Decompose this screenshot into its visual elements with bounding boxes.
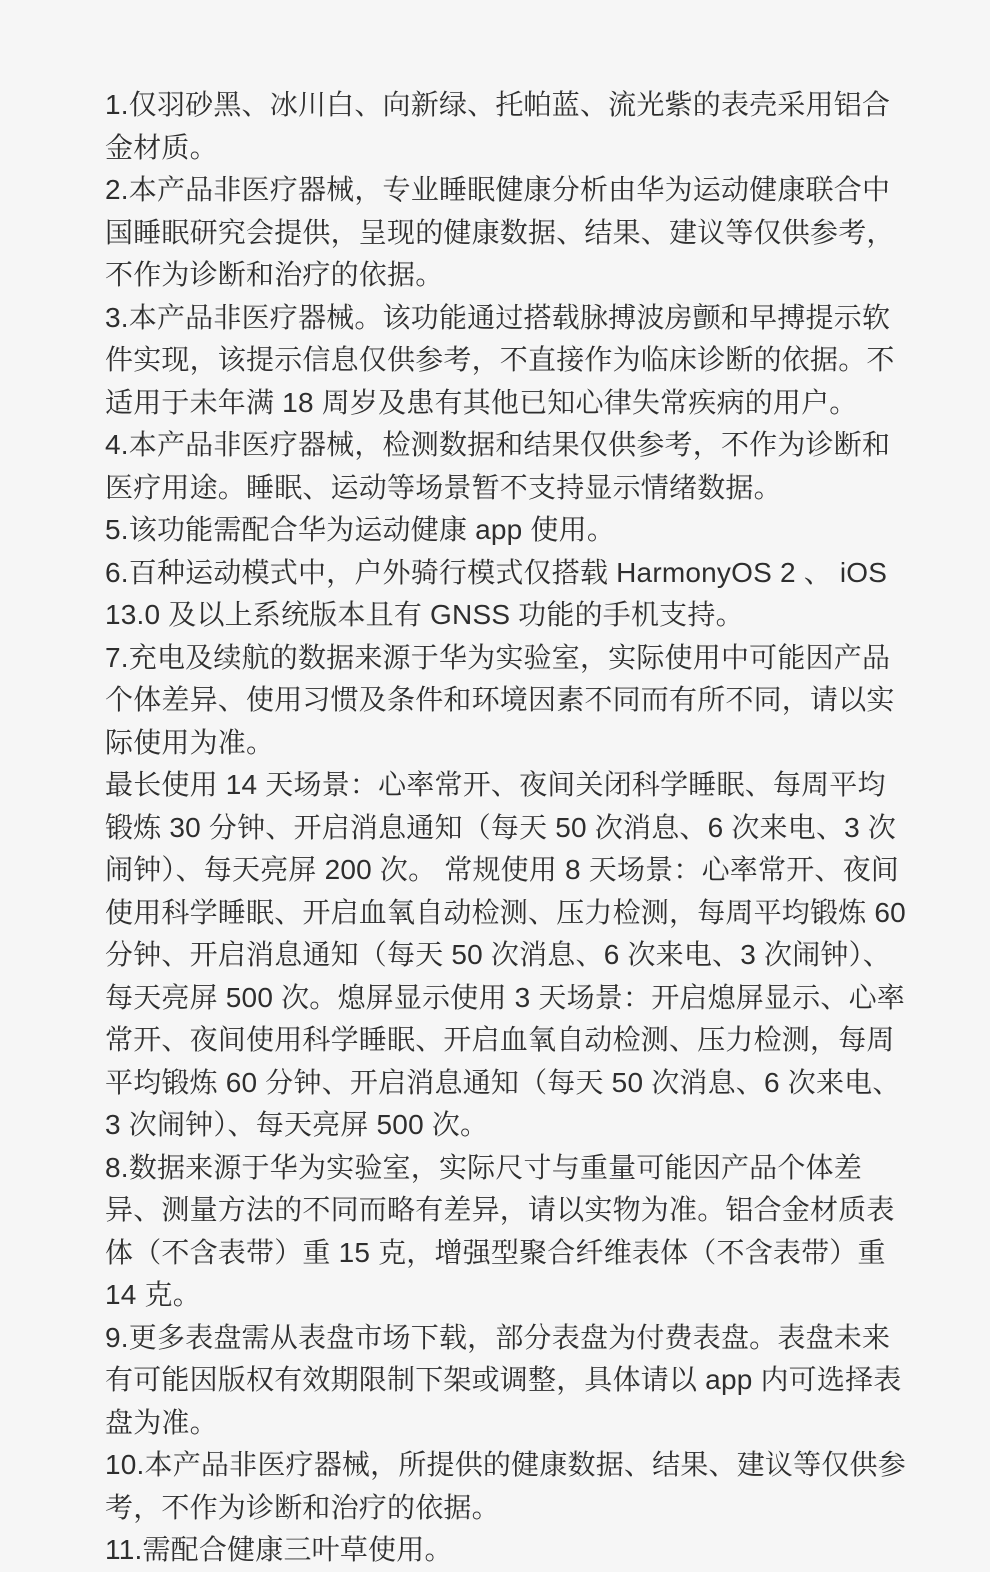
note-paragraph-7: 7.充电及续航的数据来源于华为实验室，实际使用中可能因产品个体差异、使用习惯及条件和环境因素不同而有所不同，请以实际使用为准。 bbox=[105, 641, 895, 758]
note-paragraph-4: 4.本产品非医疗器械，检测数据和结果仅供参考，不作为诊断和医疗用途。睡眠、运动等场景暂不支持显示情绪数据。 bbox=[105, 429, 891, 503]
note-paragraph-9: 9.更多表盘需从表盘市场下载，部分表盘为付费表盘。表盘未来有可能因版权有效期限制下架或调整，具体请以 app 内可选择表盘为准。 bbox=[105, 1321, 902, 1438]
disclaimer-notes-list bbox=[105, 84, 905, 1572]
note-paragraph-battery-scenarios: 最长使用 14 天场景：心率常开、夜间关闭科学睡眠、每周平均锻炼 30 分钟、开启消息通知（每天 50 次消息、6 次来电、3 次闹钟）、每天亮屏 200 次。 常规使用 8 天场景：心率常开、夜间使用科学睡眠、开启血氧自动检测、压力检测，每周平均锻炼 60 分钟、开启消息通知（每天 50 次消息、6 次来电、3 次闹钟）、每天亮屏 500 次。熄屏显示使用 3 天场景：开启熄屏显示、心率常开、夜间使用科学睡眠、开启血氧自动检测、压力检测，每周平均锻炼 60 分钟、开启消息通知（每天 50 次消息、6 次来电、3 次闹钟）、每天亮屏 500 次。 bbox=[105, 769, 906, 1140]
note-paragraph-2: 2.本产品非医疗器械，专业睡眠健康分析由华为运动健康联合中国睡眠研究会提供，呈现的健康数据、结果、建议等仅供参考，不作为诊断和治疗的依据。 bbox=[105, 174, 895, 290]
note-paragraph-6: 6.百种运动模式中，户外骑行模式仅搭载 HarmonyOS 2 、 iOS 13.0 及以上系统版本且有 GNSS 功能的手机支持。 bbox=[105, 556, 888, 630]
note-paragraph-8: 8.数据来源于华为实验室，实际尺寸与重量可能因产品个体差异、测量方法的不同而略有差异，请以实物为准。铝合金材质表体（不含表带）重 15 克，增强型聚合纤维表体（不含表带）重 14 克。 bbox=[105, 1151, 895, 1310]
note-paragraph-1: 1.仅羽砂黑、冰川白、向新绿、托帕蓝、流光紫的表壳采用铝合金材质。 bbox=[105, 89, 891, 163]
note-paragraph-5: 5.该功能需配合华为运动健康 app 使用。 bbox=[105, 514, 616, 545]
note-paragraph-11: 11.需配合健康三叶草使用。 bbox=[105, 1534, 453, 1565]
note-paragraph-3: 3.本产品非医疗器械。该功能通过搭载脉搏波房颤和早搏提示软件实现，该提示信息仅供参考，不直接作为临床诊断的依据。不适用于未年满 18 周岁及患有其他已知心律失常疾病的用户。 bbox=[105, 301, 895, 418]
note-paragraph-10: 10.本产品非医疗器械，所提供的健康数据、结果、建议等仅供参考，不作为诊断和治疗的依据。 bbox=[105, 1449, 906, 1523]
